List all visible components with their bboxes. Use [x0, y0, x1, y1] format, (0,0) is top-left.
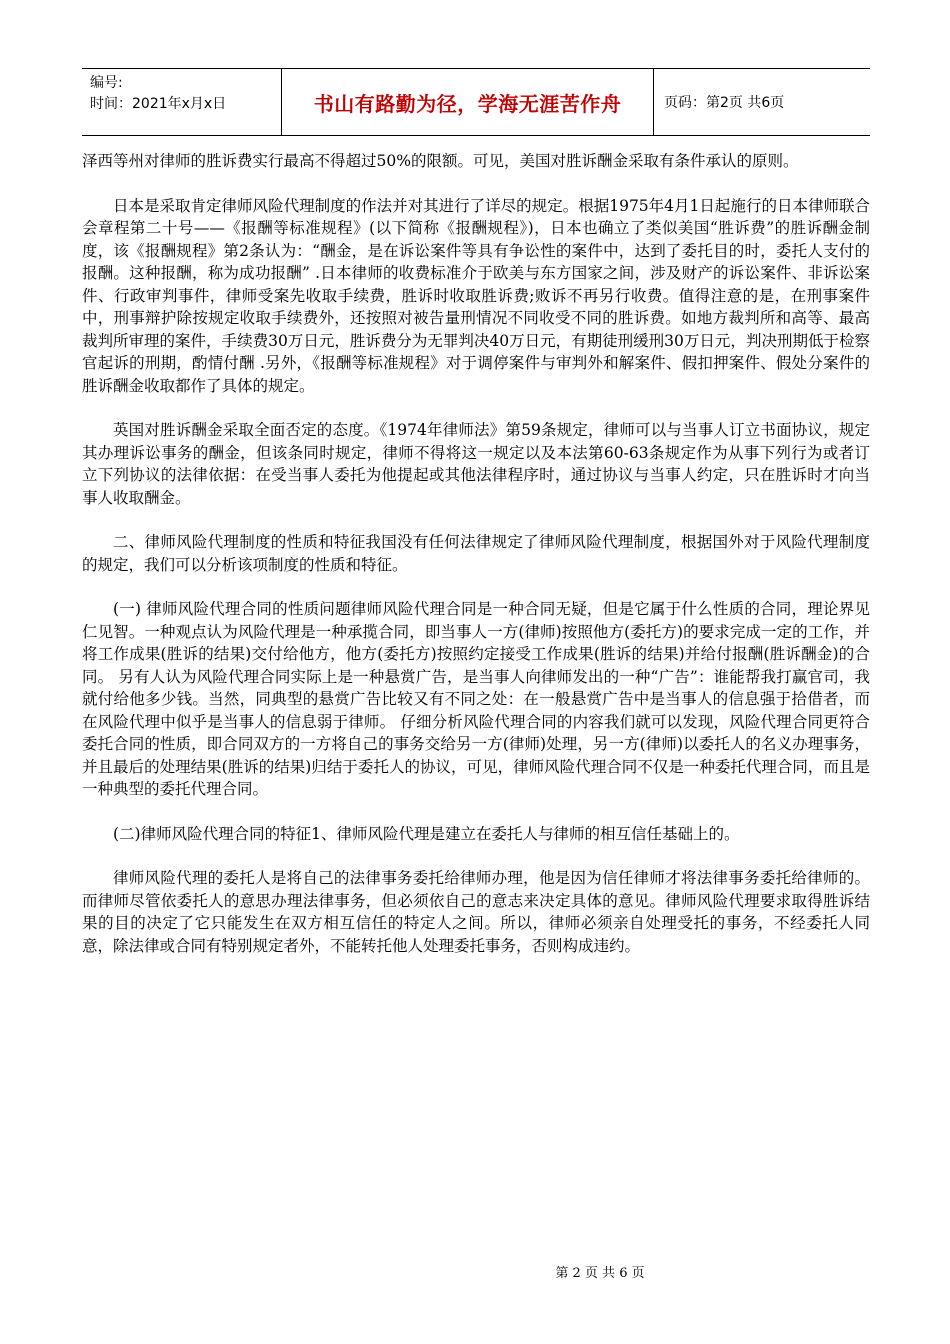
- body-paragraph: 泽西等州对律师的胜诉费实行最高不得超过50%的限额。可见，美国对胜诉酬金采取有条件承认的原则。: [82, 152, 799, 170]
- body-paragraph: 日本是采取肯定律师风险代理制度的作法并对其进行了详尽的规定。根据1975年4月1日起施行的日本律师联合会章程第二十号——《报酬等标准规程》(以下简称《报酬规程》)，日本也确立了类似美国“胜诉费”的胜诉酬金制度，该《报酬规程》第2条认为：“酬金，是在诉讼案件等具有争讼性的案件中，达到了委托目的时，委托人支付的报酬。这种报酬，称为成功报酬” .日本律师的收费标准介于欧美与东方国家之间，涉及财产的诉讼案件、非诉讼案件、行政审判事件，律师受案先收取手续费，胜诉时收取胜诉费;败诉不再另行收费。值得注意的是，在刑事案件中，刑事辩护除按规定收取手续费外，还按照对被告量刑情况不同收受不同的胜诉费。如地方裁判所和高等、最高裁判所审理的案件，手续费30万日元，胜诉费分为无罪判决40万日元，有期徒刑缓刑30万日元，判决刑期低于检察官起诉的刑期，酌情付酬 .另外，《报酬等标准规程》对于调停案件与审判外和解案件、假扣押案件、假处分案件的胜诉酬金收取都作了具体的规定。: [82, 196, 870, 395]
- footer-page-number: 第 2 页 共 6 页: [555, 1266, 645, 1281]
- body-paragraph: 二、律师风险代理制度的性质和特征我国没有任何法律规定了律师风险代理制度，根据国外对于风险代理制度的规定，我们可以分析该项制度的性质和特征。: [82, 533, 870, 574]
- header-page-cell: [654, 69, 870, 135]
- page-header: [82, 68, 870, 136]
- body-paragraph: 英国对胜诉酬金采取全面否定的态度。《1974年律师法》第59条规定，律师可以与当事人订立书面协议，规定其办理诉讼事务的酬金，但该条同时规定，律师不得将这一规定以及本法第60-63条规定作为从事下列行为或者订立下列协议的法律依据：在受当事人委托为他提起或其他法律程序时，通过协议与当事人约定，只在胜诉时才向当事人收取酬金。: [82, 421, 870, 507]
- body-paragraph: (二)律师风险代理合同的特征1、律师风险代理是建立在委托人与律师的相互信任基础上的。: [113, 824, 740, 843]
- page-footer: [0, 1262, 950, 1281]
- body-paragraph: 律师风险代理的委托人是将自己的法律事务委托给律师办理，他是因为信任律师才将法律事务委托给律师的。而律师尽管依委托人的意思办理法律事务，但必须依自己的意志来决定具体的意见。律师风险代理要求取得胜诉结果的目的决定了它只能发生在双方相互信任的特定人之间。所以，律师必须亲自处理受托的事务，不经委托人同意，除法律或合同有特别规定者外，不能转托他人处理委托事务，否则构成违约。: [82, 869, 870, 955]
- header-page-info: 页码：第2页 共6页: [664, 95, 785, 111]
- header-motto-cell: [282, 69, 654, 135]
- document-time-label: 时间：2021年x月x日: [90, 96, 227, 112]
- header-motto: 书山有路勤为径，学海无涯苦作舟: [313, 91, 622, 116]
- body-paragraph: (一) 律师风险代理合同的性质问题律师风险代理合同是一种合同无疑，但是它属于什么性质的合同，理论界见仁见智。一种观点认为风险代理是一种承揽合同，即当事人一方(律师)按照他方(委托方)的要求完成一定的工作，并将工作成果(胜诉的结果)交付给他方，他方(委托方)按照约定接受工作成果(胜诉的结果)并给付报酬(胜诉酬金)的合同。 另有人认为风险代理合同实际上是一种悬赏广告，是当事人向律师发出的一种“广告”：谁能帮我打赢官司，我就付给他多少钱。当然，同典型的悬赏广告比较又有不同之处：在一般悬赏广告中是当事人的信息强于拾借者，而在风险代理中似乎是当事人的信息弱于律师。 仔细分析风险代理合同的内容我们就可以发现，风险代理合同更符合委托合同的性质，即合同双方的一方将自己的事务交给另一方(律师)处理，另一方(律师)以委托人的名义办理事务，并且最后的处理结果(胜诉的结果)归结于委托人的协议，可见，律师风险代理合同不仅是一种委托代理合同，而且是一种典型的委托代理合同。: [82, 600, 870, 798]
- document-number-label: 编号:: [90, 75, 123, 91]
- document-body: [82, 150, 870, 979]
- header-meta-cell: [82, 69, 282, 135]
